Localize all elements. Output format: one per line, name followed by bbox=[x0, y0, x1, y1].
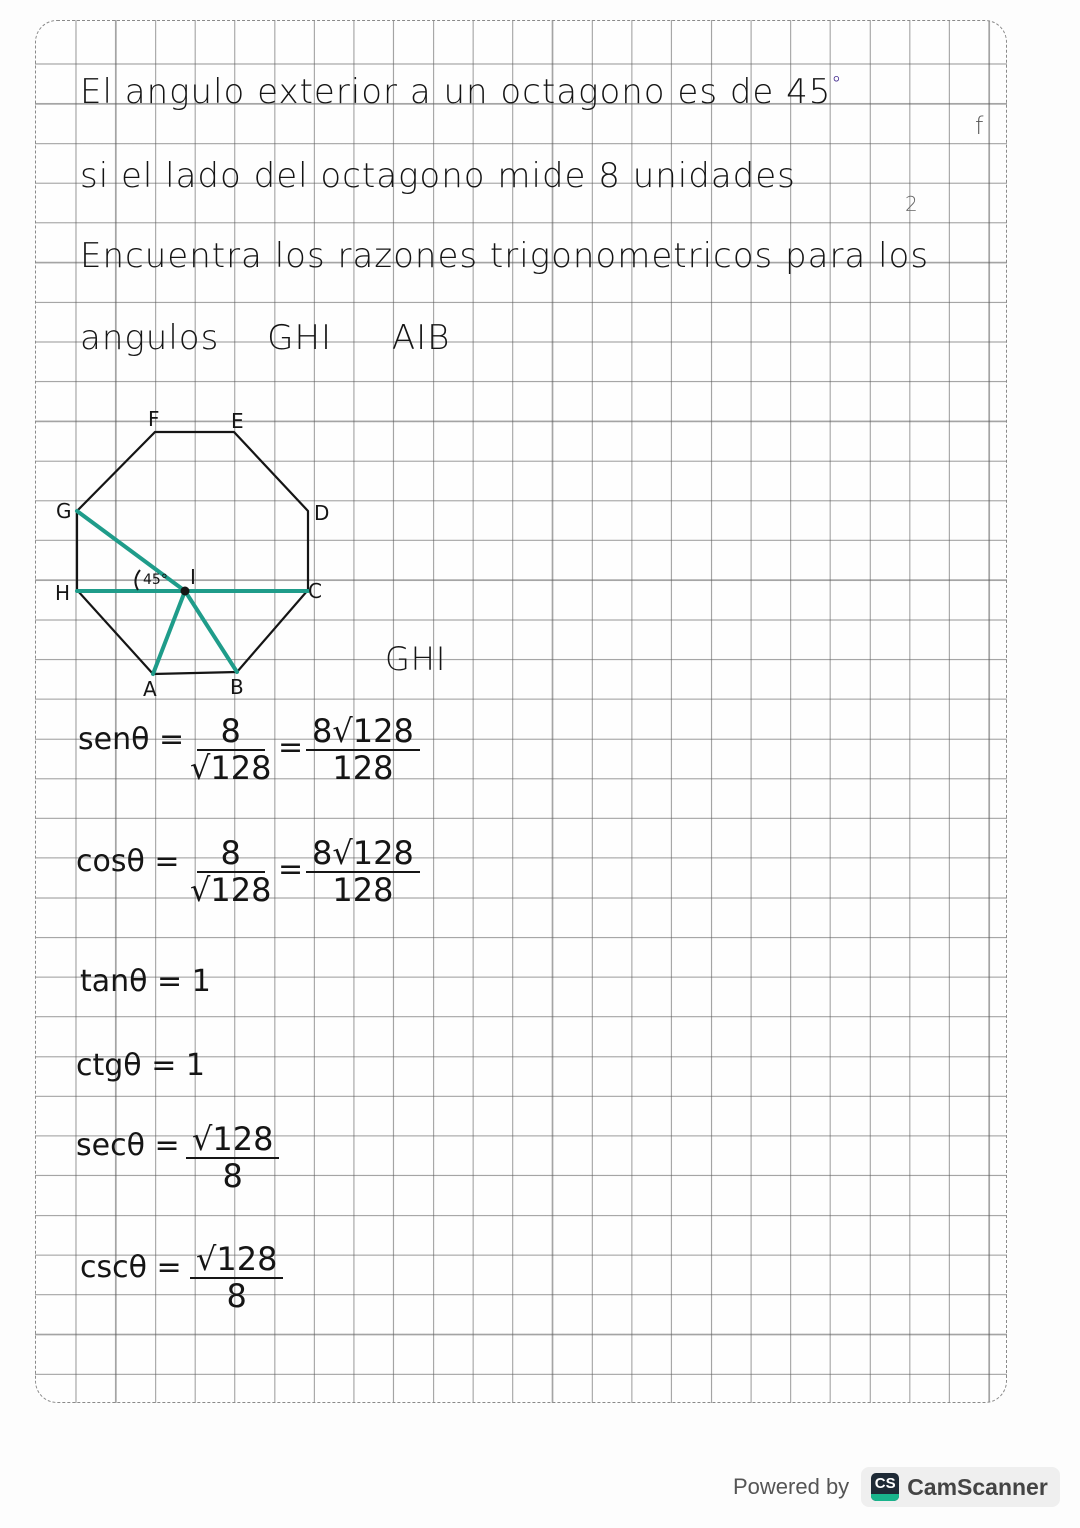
sen-label: senθ = bbox=[78, 722, 185, 757]
svg-text:C: C bbox=[308, 579, 322, 603]
sec-label: secθ = bbox=[76, 1128, 180, 1163]
cos-fraction-2: $\frac{8√128}{128}$ bbox=[306, 836, 420, 908]
angle-arc bbox=[135, 570, 140, 590]
svg-text:F: F bbox=[148, 407, 160, 431]
octagon-outline bbox=[77, 432, 308, 674]
svg-text:A: A bbox=[143, 677, 157, 701]
cos-fraction-1: $\frac{8}{√128}$ bbox=[190, 834, 272, 910]
segment-gi bbox=[77, 511, 185, 591]
segment-ia bbox=[153, 591, 185, 674]
tan-label: tanθ = 1 bbox=[80, 964, 211, 999]
powered-by-text: Powered by bbox=[733, 1474, 850, 1499]
svg-text:H: H bbox=[55, 581, 71, 605]
section-title-ghi: GHI bbox=[385, 640, 447, 678]
svg-text:D: D bbox=[314, 501, 330, 525]
margin-mark-2: 2 bbox=[905, 192, 919, 216]
margin-mark-f: f bbox=[975, 112, 985, 140]
svg-text:I: I bbox=[190, 565, 196, 589]
problem-line-1: El angulo exterior a un octagono es de 45° bbox=[80, 72, 843, 112]
problem-line-3: Encuentra los razones trigonometricos para los bbox=[80, 236, 930, 276]
ctg-label: ctgθ = 1 bbox=[76, 1048, 205, 1083]
sec-fraction: $\frac{√128}{8}$ bbox=[186, 1122, 279, 1194]
camscanner-logo-icon: CS bbox=[871, 1473, 899, 1501]
camscanner-badge[interactable] bbox=[861, 1467, 1060, 1507]
graph-paper-page bbox=[35, 20, 1007, 1403]
sen-fraction-1: $\frac{8}{√128}$ bbox=[190, 712, 272, 788]
csc-fraction: $\frac{√128}{8}$ bbox=[190, 1242, 283, 1314]
camscanner-watermark bbox=[733, 1467, 1060, 1507]
csc-label: cscθ = bbox=[80, 1250, 182, 1285]
camscanner-brand: CamScanner bbox=[907, 1473, 1048, 1500]
svg-text:E: E bbox=[231, 409, 244, 433]
svg-text:G: G bbox=[56, 499, 72, 523]
sen-fraction-2: $\frac{8√128}{128}$ bbox=[306, 714, 420, 786]
svg-text:B: B bbox=[230, 675, 244, 699]
segment-ib bbox=[185, 591, 237, 672]
equals-sign: = bbox=[278, 730, 304, 765]
cos-label: cosθ = bbox=[76, 844, 180, 879]
center-point-i bbox=[181, 587, 190, 596]
angle-aib-label: AIB bbox=[391, 318, 451, 358]
problem-line-2: si el lado del octagono mide 8 unidades bbox=[80, 156, 796, 196]
equals-sign: = bbox=[278, 852, 304, 887]
angle-ghi-label: GHI bbox=[267, 318, 333, 358]
svg-text:45°: 45° bbox=[143, 572, 168, 588]
problem-line-4: angulos GHI AIB bbox=[80, 318, 451, 358]
octagon-diagram bbox=[40, 400, 440, 710]
degree-symbol: ° bbox=[831, 72, 843, 96]
